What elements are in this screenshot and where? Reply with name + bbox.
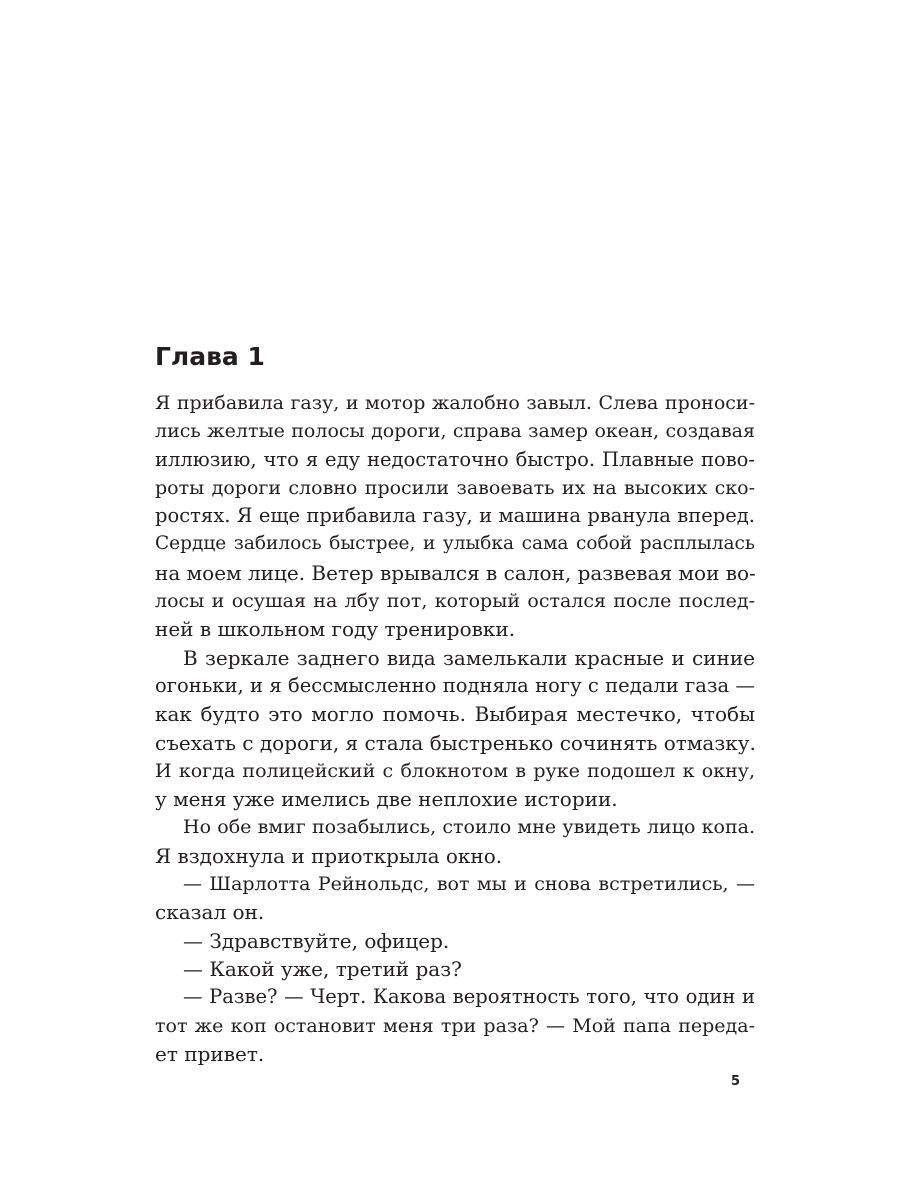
text-line: И когда полицейский с блокнотом в руке подошел к окну, (155, 759, 755, 782)
text-line: — Разве? — Черт. Какова вероятность того, что один и (183, 985, 755, 1009)
chapter-body-text (155, 389, 755, 1068)
text-line: огоньки, и я бессмысленно подняла ногу с педали газа — (155, 673, 755, 697)
page-number: 5 (731, 1074, 741, 1089)
text-line: Я прибавила газу, и мотор жалобно завыл. Слева проноси- (155, 392, 755, 414)
text-line: Я вздохнула и приоткрыла окно. (155, 843, 503, 868)
text-line: лись желтые полосы дороги, справа замер океан, создавая (155, 420, 755, 443)
text-line: — Здравствуйте, офицер. (183, 928, 450, 953)
text-line: у меня уже имелись две неплохие истории. (155, 787, 618, 812)
text-line: ней в школьном году тренировки. (155, 617, 516, 642)
text-line: ет привет. (155, 1041, 265, 1066)
text-line: на моем лице. Ветер врывался в салон, развевая мои во- (155, 560, 756, 585)
chapter-title: Глава 1 (155, 342, 265, 371)
text-line: сказал он. (155, 900, 265, 925)
text-line: В зеркале заднего вида замелькали красные и синие (183, 645, 755, 670)
text-line: ростях. Я еще прибавила газу, и машина рванула вперед. (155, 504, 755, 528)
text-line: — Какой уже, третий раз? (183, 956, 462, 981)
text-line: роты дороги словно просили завоевать их на высоких ско- (155, 476, 755, 499)
text-line: тот же коп остановит меня три раза? — Мой папа переда- (155, 1014, 755, 1037)
text-line: — Шарлотта Рейнольдс, вот мы и снова встретились, — (183, 873, 755, 896)
text-line: иллюзию, что я еду недостаточно быстро. Плавные пово- (155, 447, 755, 471)
text-line: лосы и осушая на лбу пот, который остался после послед- (155, 590, 755, 613)
text-line: съехать с дороги, я стала быстренько сочинять отмазку. (155, 730, 756, 755)
text-line: Но обе вмиг позабылись, стоило мне увидеть лицо копа. (183, 816, 755, 839)
text-line: Сердце забилось быстрее, и улыбка сама собой расплылась (155, 533, 755, 555)
text-line: как будто это могло помочь. Выбирая местечко, чтобы (155, 702, 755, 727)
